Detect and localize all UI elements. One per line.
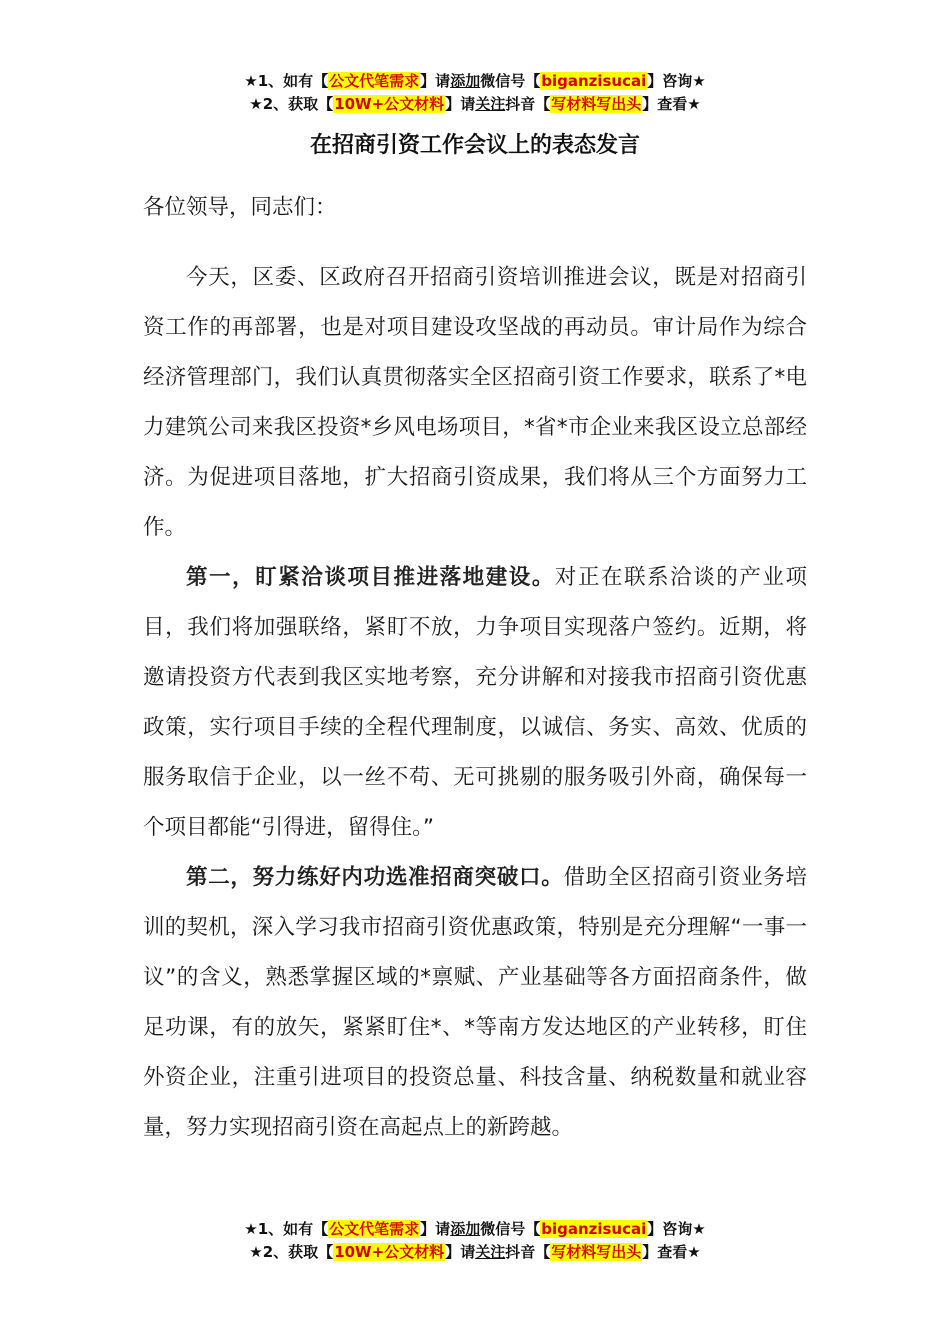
highlight-wechat-id: biganzisucai bbox=[541, 72, 647, 90]
promo-emphasis: 添加 bbox=[450, 1220, 481, 1238]
promo-text: ★2、获取【 bbox=[249, 95, 334, 113]
promo-emphasis: 关注 bbox=[475, 95, 506, 113]
footer-promo-banner bbox=[0, 1218, 950, 1264]
promo-text: 】请 bbox=[420, 72, 451, 90]
promo-line-1 bbox=[0, 70, 950, 93]
promo-text: 】咨询★ bbox=[647, 1220, 706, 1238]
promo-text: 】查看★ bbox=[642, 95, 701, 113]
paragraph-text: 对正在联系洽谈的产业项目，我们将加强联络，紧盯不放，力争项目实现落户签约。近期，将邀请投资方代表到我区实地考察，充分讲解和对接我市招商引资优惠政策，实行项目手续的全程代理制度，以诚信、务实、高效、优质的服务取信于企业，以一丝不苟、无可挑剔的服务吸引外商，确保每一个项目都能“引得进，留得住。” bbox=[143, 565, 807, 840]
promo-emphasis: 关注 bbox=[475, 1243, 506, 1261]
promo-text: 】请 bbox=[420, 1220, 451, 1238]
highlight-service: 公文代笔需求 bbox=[329, 72, 420, 90]
paragraph-lead: 第一，盯紧洽谈项目推进落地建设。 bbox=[186, 565, 555, 590]
paragraph-text: 今天，区委、区政府召开招商引资培训推进会议，既是对招商引资工作的再部署，也是对项目建设攻坚战的再动员。审计局作为综合经济管理部门，我们认真贯彻落实全区招商引资工作要求，联系了*电力建筑公司来我区投资*乡风电场项目，*省*市企业来我区设立总部经济。为促进项目落地，扩大招商引资成果，我们将从三个方面努力工作。 bbox=[143, 265, 807, 540]
highlight-service: 公文代笔需求 bbox=[329, 1220, 420, 1238]
promo-line-2 bbox=[0, 1241, 950, 1264]
paragraph-text: 借助全区招商引资业务培训的契机，深入学习我市招商引资优惠政策，特别是充分理解“一事一议”的含义，熟悉掌握区域的*禀赋、产业基础等各方面招商条件，做足功课，有的放矢，紧紧盯住*、*等南方发达地区的产业转移，盯住外资企业，注重引进项目的投资总量、科技含量、纳税数量和就业容量，努力实现招商引资在高起点上的新跨越。 bbox=[143, 865, 807, 1140]
paragraph-first-point bbox=[143, 553, 807, 853]
promo-text: ★2、获取【 bbox=[249, 1243, 334, 1261]
promo-line-2 bbox=[0, 93, 950, 116]
highlight-douyin-account: 写材料写出头 bbox=[551, 1243, 642, 1261]
promo-text: 微信号【 bbox=[480, 72, 541, 90]
greeting: 各位领导，同志们： bbox=[143, 195, 337, 220]
highlight-wechat-id: biganzisucai bbox=[541, 1220, 647, 1238]
document-title: 在招商引资工作会议上的表态发言 bbox=[309, 133, 640, 158]
promo-line-1 bbox=[0, 1218, 950, 1241]
promo-text: 】请 bbox=[445, 95, 476, 113]
promo-text: ★1、如有【 bbox=[244, 72, 329, 90]
promo-text: 】请 bbox=[445, 1243, 476, 1261]
paragraph-second-point bbox=[143, 853, 807, 1153]
promo-text: ★1、如有【 bbox=[244, 1220, 329, 1238]
promo-text: 】查看★ bbox=[642, 1243, 701, 1261]
highlight-materials: 10W+公文材料 bbox=[334, 95, 445, 113]
document-body bbox=[143, 190, 807, 1153]
promo-text: 抖音【 bbox=[505, 1243, 551, 1261]
promo-text: 】咨询★ bbox=[647, 72, 706, 90]
highlight-douyin-account: 写材料写出头 bbox=[551, 95, 642, 113]
highlight-materials: 10W+公文材料 bbox=[334, 1243, 445, 1261]
header-promo-banner bbox=[0, 70, 950, 116]
promo-text: 抖音【 bbox=[505, 95, 551, 113]
paragraph-lead: 第二，努力练好内功选准招商突破口。 bbox=[186, 865, 564, 890]
promo-text: 微信号【 bbox=[480, 1220, 541, 1238]
promo-emphasis: 添加 bbox=[450, 72, 481, 90]
paragraph-intro bbox=[143, 253, 807, 553]
